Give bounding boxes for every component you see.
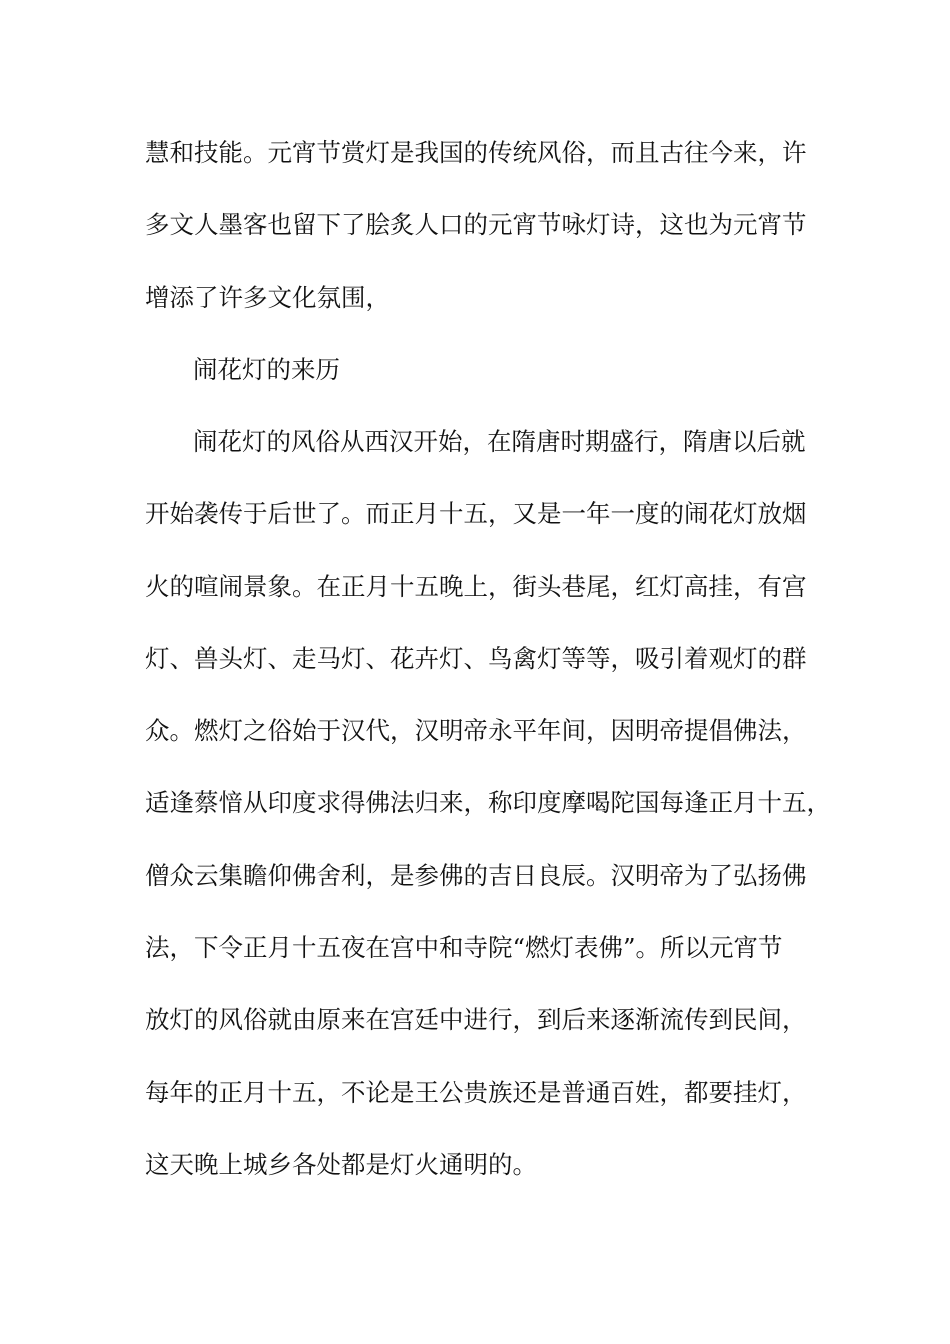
body-text-line: 多文人墨客也留下了脍炙人口的元宵节咏灯诗，这也为元宵节 (145, 210, 807, 239)
body-text-line: 每年的正月十五，不论是王公贵族还是普通百姓，都要挂灯， (145, 1078, 807, 1107)
body-text-line: 僧众云集瞻仰佛舍利，是参佛的吉日良辰。汉明帝为了弘扬佛 (145, 861, 807, 890)
body-text-line: 火的喧闹景象。在正月十五晚上，街头巷尾，红灯高挂，有宫 (145, 572, 807, 601)
body-text-line: 适逢蔡愔从印度求得佛法归来，称印度摩喝陀国每逢正月十五， (145, 788, 831, 817)
body-text-line: 这天晚上城乡各处都是灯火通明的。 (145, 1150, 537, 1179)
body-text-line: 开始袭传于后世了。而正月十五，又是一年一度的闹花灯放烟 (145, 499, 807, 528)
body-text-line: 法，下令正月十五夜在宫中和寺院“燃灯表佛”。所以元宵节 (145, 933, 783, 962)
body-text-line: 灯、兽头灯、走马灯、花卉灯、鸟禽灯等等，吸引着观灯的群 (145, 644, 807, 673)
body-text-line: 众。燃灯之俗始于汉代，汉明帝永平年间，因明帝提倡佛法， (145, 716, 807, 745)
body-text-line: 增添了许多文化氛围， (145, 283, 390, 312)
body-text-line: 慧和技能。元宵节赏灯是我国的传统风俗，而且古往今来，许 (145, 138, 807, 167)
body-text-line: 放灯的风俗就由原来在宫廷中进行，到后来逐渐流传到民间， (145, 1005, 807, 1034)
section-heading: 闹花灯的来历 (193, 355, 340, 384)
body-text-line: 闹花灯的风俗从西汉开始，在隋唐时期盛行，隋唐以后就 (193, 427, 806, 456)
